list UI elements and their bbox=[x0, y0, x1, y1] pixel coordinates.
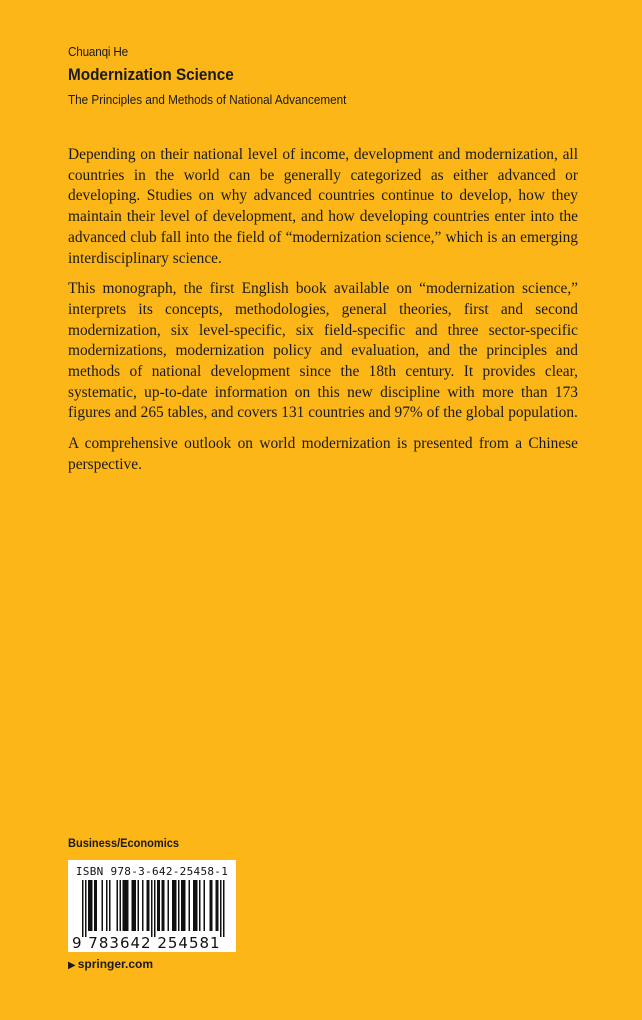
barcode-bar bbox=[117, 880, 119, 931]
barcode-bar bbox=[127, 880, 129, 931]
publisher-link[interactable] bbox=[68, 957, 153, 971]
ean-digits: 9 783642 254581 bbox=[72, 934, 221, 952]
barcode-bar bbox=[220, 880, 222, 937]
barcode-bar bbox=[223, 880, 225, 937]
book-subtitle: The Principles and Methods of National Advancement bbox=[68, 92, 347, 107]
barcode-bar bbox=[142, 880, 144, 931]
barcode-bar bbox=[90, 880, 92, 931]
barcode-bar bbox=[154, 880, 156, 937]
barcode-bar bbox=[123, 880, 125, 931]
barcode-bar bbox=[199, 880, 201, 931]
barcode-bar bbox=[157, 880, 159, 931]
barcode-bar bbox=[168, 880, 170, 931]
barcode-bar bbox=[174, 880, 176, 931]
isbn-barcode bbox=[68, 860, 236, 952]
barcode-bar bbox=[88, 880, 90, 931]
barcode-bar bbox=[109, 880, 111, 931]
barcode-bar bbox=[183, 880, 185, 931]
barcode-bar bbox=[124, 880, 126, 931]
barcode-bar bbox=[133, 880, 135, 931]
barcode-bar bbox=[138, 880, 140, 931]
barcode-bar bbox=[135, 880, 137, 931]
description-paragraph: A comprehensive outlook on world modernization is presented from a Chinese perspective. bbox=[68, 435, 578, 473]
barcode-bar bbox=[189, 880, 191, 931]
barcode-bar bbox=[163, 880, 165, 931]
barcode-bar bbox=[151, 880, 153, 937]
barcode-bar bbox=[82, 880, 84, 937]
barcode-bar bbox=[204, 880, 206, 931]
barcode-bar bbox=[159, 880, 161, 931]
barcode-bar bbox=[162, 880, 164, 931]
book-title: Modernization Science bbox=[68, 65, 234, 84]
barcode-bar bbox=[85, 880, 87, 937]
barcode-bar bbox=[195, 880, 197, 931]
barcode-bar bbox=[196, 880, 198, 931]
subject-category: Business/Economics bbox=[68, 836, 180, 850]
description-paragraph: Depending on their national level of income, development and modernization, all countries in the world can be generally categorized as either advanced or developing. Studies on why advanced countries continue to develop, how they maintain their level of development, and how developing countries enter into the advanced club fall into the field of “modernization science,” which is an emerging interdisciplinary science. bbox=[68, 146, 578, 267]
barcode-bar bbox=[172, 880, 174, 931]
description-paragraph: This monograph, the first English book available on “modernization science,” interprets its concepts, methodologies, general theories, first and second modernization, six level-specific, six field-specific and three sector-specific modernizations, modernization policy and evaluation, and the principles and methods of national development since the 18th century. It provides clear, systematic, up-to-date information on this new discipline with more than 173 figures and 265 tables, and covers 131 countries and 97% of the global population. bbox=[68, 280, 578, 422]
barcode-bar bbox=[126, 880, 128, 931]
barcode-bar bbox=[211, 880, 213, 931]
barcode-bar bbox=[193, 880, 195, 931]
book-description bbox=[68, 145, 578, 486]
barcode-bar bbox=[184, 880, 186, 931]
author-name: Chuanqi He bbox=[68, 44, 129, 59]
barcode-bar bbox=[91, 880, 93, 931]
arrow-right-icon: ▶ bbox=[68, 960, 76, 971]
barcode-bar bbox=[147, 880, 149, 931]
barcode-bar bbox=[148, 880, 150, 931]
cover-header bbox=[68, 44, 588, 108]
barcode-bar bbox=[216, 880, 218, 931]
barcode-bar bbox=[181, 880, 183, 931]
barcode-bar bbox=[217, 880, 219, 931]
barcode-bar bbox=[106, 880, 108, 931]
isbn-label: ISBN 978-3-642-25458-1 bbox=[75, 865, 229, 878]
barcode-bar bbox=[94, 880, 96, 931]
barcode-bar bbox=[178, 880, 180, 931]
barcode-bar bbox=[120, 880, 122, 931]
barcode-bar bbox=[96, 880, 98, 931]
barcode-bar bbox=[102, 880, 104, 931]
publisher-url: springer.com bbox=[77, 957, 154, 971]
barcode-bar bbox=[175, 880, 177, 931]
barcode-bar bbox=[210, 880, 212, 931]
barcode-bar bbox=[132, 880, 134, 931]
